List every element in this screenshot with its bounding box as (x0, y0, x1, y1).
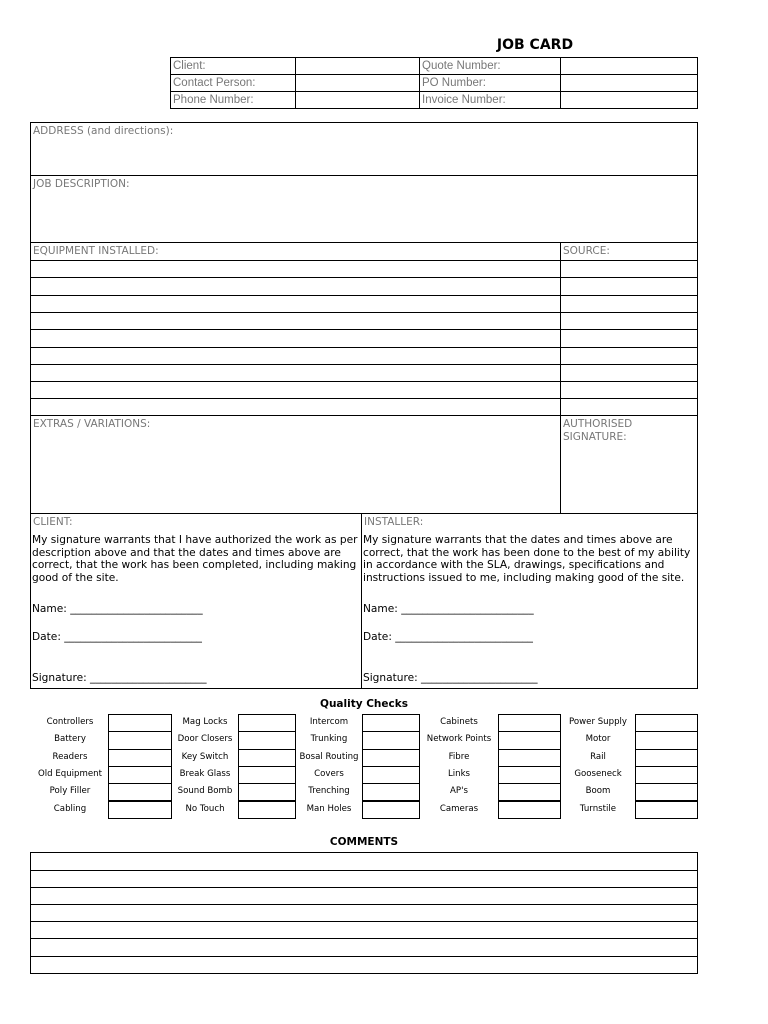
quality-checks-title: Quality Checks (320, 698, 408, 710)
equipment-row[interactable] (31, 277, 697, 278)
job-description-field[interactable] (31, 191, 697, 241)
address-label: ADDRESS (and directions): (33, 125, 174, 137)
installer-date-field[interactable]: Date: __________________________ (363, 631, 533, 643)
quality-check-label: AP's (450, 786, 468, 797)
quality-check-label: Links (447, 768, 471, 779)
extras-variations-label: EXTRAS / VARIATIONS: (33, 418, 151, 430)
comments-box (30, 852, 698, 974)
quality-check-box[interactable] (362, 749, 420, 767)
authorised-label-line1: AUTHORISED (563, 418, 633, 430)
client-signature-field[interactable]: Signature: ______________________ (32, 672, 207, 684)
quality-check-box[interactable] (362, 714, 420, 732)
quality-check-box[interactable] (238, 766, 296, 784)
quality-check-label: Gooseneck (574, 768, 622, 779)
quality-check-label: Power Supply (569, 717, 627, 727)
quality-check-label: Cabinets (440, 717, 478, 727)
quality-check-box[interactable] (108, 731, 172, 749)
quality-check-box[interactable] (238, 783, 296, 801)
installer-block (362, 514, 697, 688)
installer-declaration (363, 534, 697, 584)
quality-check-box[interactable] (635, 801, 698, 819)
address-field[interactable] (31, 138, 697, 175)
quality-check-label: Door Closers (177, 734, 233, 745)
quality-check-label: Rail (590, 751, 606, 762)
quality-check-label: Network Points (426, 734, 492, 745)
authorised-signature-label (561, 416, 634, 446)
po-number-field[interactable] (561, 75, 698, 92)
quality-check-box[interactable] (498, 731, 561, 749)
installer-declaration-line: instructions issued to me, including making good of the site. (363, 571, 685, 584)
comment-line[interactable] (31, 956, 697, 957)
contact-person-field[interactable] (296, 75, 420, 92)
quality-check-box[interactable] (498, 766, 561, 784)
source-label: SOURCE: (563, 245, 610, 257)
comment-line[interactable] (31, 904, 697, 905)
quality-check-box[interactable] (108, 749, 172, 767)
quality-check-label: Cabling (53, 803, 87, 814)
comment-line[interactable] (31, 887, 697, 888)
authorised-label-line2: SIGNATURE: (563, 431, 627, 443)
quality-check-box[interactable] (635, 749, 698, 767)
client-name-field[interactable]: Name: _________________________ (32, 603, 203, 615)
quality-check-box[interactable] (635, 783, 698, 801)
quality-check-box[interactable] (238, 714, 296, 732)
quality-check-box[interactable] (108, 783, 172, 801)
client-declaration-line: correct, that the work has been completed, including making (32, 559, 357, 572)
quality-check-label: No Touch (185, 803, 225, 814)
client-field[interactable] (296, 58, 420, 75)
quality-check-box[interactable] (108, 714, 172, 732)
quality-check-label: Cameras (439, 803, 479, 814)
quality-check-label: Key Switch (181, 751, 229, 762)
invoice-number-field[interactable] (561, 92, 698, 109)
contact-person-label: Contact Person: (171, 75, 296, 92)
quality-check-box[interactable] (362, 801, 420, 819)
equipment-row[interactable] (31, 381, 697, 382)
quality-check-label: Turnstile (579, 803, 617, 814)
quality-check-box[interactable] (498, 783, 561, 801)
quality-check-box[interactable] (635, 731, 698, 749)
invoice-number-label: Invoice Number: (420, 92, 561, 109)
installer-declaration-line: in accordance with the SLA, drawings, specifications and (363, 559, 665, 572)
phone-number-label: Phone Number: (171, 92, 296, 109)
client-declaration-line: description above and that the dates and times above are (32, 546, 341, 559)
client-block-label: CLIENT: (33, 516, 73, 528)
quality-check-label: Break Glass (179, 768, 231, 779)
equipment-installed-label: EQUIPMENT INSTALLED: (33, 245, 159, 257)
equipment-row[interactable] (31, 347, 697, 348)
installer-name-field[interactable]: Name: _________________________ (363, 603, 534, 615)
quality-check-box[interactable] (238, 731, 296, 749)
comment-line[interactable] (31, 938, 697, 939)
header-info-table (170, 57, 698, 109)
comment-line[interactable] (31, 921, 697, 922)
job-description-label: JOB DESCRIPTION: (33, 178, 130, 190)
quality-check-label: Poly Filler (49, 786, 91, 797)
installer-declaration-line: correct, that the work has been done to the best of my ability (363, 546, 691, 559)
quality-check-box[interactable] (362, 783, 420, 801)
quality-check-box[interactable] (238, 749, 296, 767)
installer-signature-field[interactable]: Signature: ______________________ (363, 672, 538, 684)
client-declaration (32, 534, 360, 584)
quality-check-box[interactable] (362, 766, 420, 784)
quality-check-box[interactable] (108, 801, 172, 819)
comments-title: COMMENTS (329, 836, 399, 848)
quality-check-label: Intercom (309, 717, 349, 727)
quality-check-label: Bosal Routing (299, 751, 359, 762)
client-declaration-line: My signature warrants that I have authorized the work as per (32, 534, 358, 546)
quality-check-box[interactable] (362, 731, 420, 749)
equipment-row[interactable] (31, 329, 697, 330)
equipment-row[interactable] (31, 295, 697, 296)
quality-check-label: Mag Locks (182, 717, 228, 727)
equipment-row[interactable] (31, 312, 697, 313)
quality-check-box[interactable] (498, 801, 561, 819)
client-date-field[interactable]: Date: __________________________ (32, 631, 202, 643)
quality-check-box[interactable] (498, 749, 561, 767)
quality-check-label: Boom (585, 786, 611, 797)
equipment-row[interactable] (31, 364, 697, 365)
quality-check-label: Trunking (310, 734, 348, 745)
po-number-label: PO Number: (420, 75, 561, 92)
quality-check-label: Motor (585, 734, 611, 745)
authorised-signature-field[interactable] (561, 445, 697, 513)
client-label: Client: (171, 58, 296, 75)
quality-check-label: Man Holes (306, 803, 352, 814)
quality-check-label: Old Equipment (38, 768, 102, 779)
equipment-row[interactable] (31, 260, 697, 261)
installer-block-label: INSTALLER: (364, 516, 424, 528)
quality-check-box[interactable] (498, 714, 561, 732)
quality-check-label: Trenching (308, 786, 350, 797)
quality-check-box[interactable] (108, 766, 172, 784)
quality-check-label: Sound Bomb (177, 786, 233, 797)
quality-check-label: Covers (314, 768, 344, 779)
quality-check-box[interactable] (238, 801, 296, 819)
quality-check-label: Fibre (448, 751, 470, 762)
client-block (31, 514, 361, 688)
quality-check-label: Controllers (46, 717, 94, 727)
extras-variations-field[interactable] (31, 431, 559, 513)
quote-number-label: Quote Number: (420, 58, 561, 75)
quote-number-field[interactable] (561, 58, 698, 75)
comment-line[interactable] (31, 870, 697, 871)
job-form (30, 122, 698, 689)
quality-check-box[interactable] (635, 766, 698, 784)
installer-declaration-line: My signature warrants that the dates and times above are (363, 534, 673, 546)
page-title: JOB CARD (496, 37, 574, 53)
quality-check-label: Readers (52, 751, 88, 762)
quality-check-label: Battery (54, 734, 86, 745)
equipment-row[interactable] (31, 398, 697, 399)
client-declaration-line: good of the site. (32, 571, 119, 584)
quality-check-box[interactable] (635, 714, 698, 732)
phone-number-field[interactable] (296, 92, 420, 109)
